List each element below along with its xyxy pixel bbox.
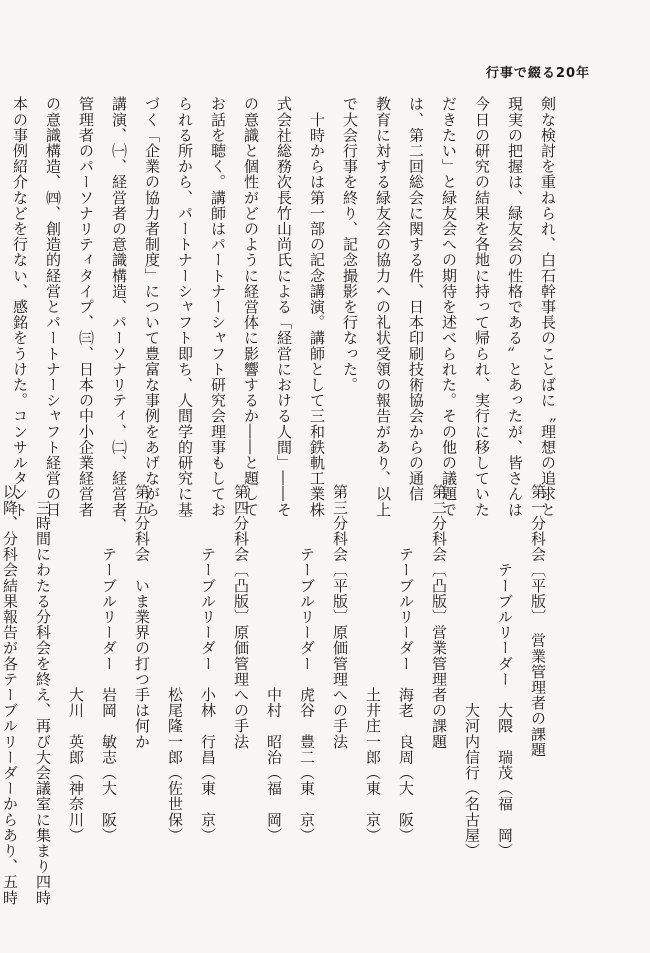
text-column: 本の事例紹介などを行ない、感銘をうけた。コンサルタント — [11, 96, 29, 518]
text-column: 剣な検討を重ねられ、白石幹事長のことばに〝理想の追求と — [539, 96, 557, 518]
table-leader-line: テーブルリーダー 海老 良周（大 阪） — [397, 484, 415, 843]
text-column — [0, 96, 3, 476]
table-leader-line: テーブルリーダー 小林 行昌（東 京） — [199, 484, 217, 843]
text-column: 三時間にわたる分科会を終え、再び大会議室に集まり四時 — [34, 484, 52, 906]
table-leader-line: 大河内信行（名古屋） — [463, 484, 481, 859]
text-column: られる所から、パートナーシャフト即ち、人間学的研究に基 — [176, 96, 194, 518]
table-leader-line: 大川 英郎（神奈川） — [67, 484, 85, 843]
text-column: だきたい」と緑友会への期待を述べられた。その他の議題で — [440, 96, 458, 518]
text-column: は、第二回総会に関する件、日本印刷技術協会からの通信 — [407, 96, 425, 502]
table-leader-line: 土井庄一郎（東 京） — [364, 484, 382, 843]
text-column: づく「企業の協力者制度」について豊富な事例をあげながら — [143, 96, 161, 518]
text-column: 現実の把握は、緑友会の性格である〟とあったが、皆さんは — [506, 96, 524, 518]
text-column: の意識構造、㈣、創造的経営とパートナーシャフト経営の日 — [44, 96, 62, 518]
text-column: 以降、分科会結果報告が各テーブルリーダーからあり、五時 — [1, 484, 19, 906]
text-column: の意識と個性がどのように経営体に影響するか――と題して — [242, 96, 260, 518]
session-heading: 第二分科会〔凸版〕営業管理者の課題 — [430, 484, 448, 750]
table-leader-line: 中村 昭治（福 岡） — [265, 484, 283, 843]
running-header: 行事で綴る20年 — [485, 66, 590, 81]
body-text-lower — [0, 484, 650, 906]
text-column: 講演、㈠、経営者の意識構造、パーソナリティ、㈡、経営者、 — [110, 96, 128, 533]
session-heading: 第一分科会〔平版〕 営業管理者の課題 — [529, 484, 547, 758]
table-leader-line: 松尾隆一郎（佐世保） — [166, 484, 184, 843]
body-text-upper — [0, 96, 650, 533]
table-leader-line: テーブルリーダー 虎谷 豊二（東 京） — [298, 484, 316, 843]
text-column: 式会社総務次長竹山尚氏による「経営における人間」――そ — [275, 96, 293, 518]
table-leader-line: テーブルリーダー 岩岡 敏志（大 阪） — [100, 484, 118, 843]
text-column: 管理者のパーソナリティタイプ、㈢、日本の中小企業経営者 — [77, 96, 95, 518]
text-column: 十時からは第一部の記念講演。講師として三和鉄軌工業株 — [308, 96, 326, 518]
session-heading: 第五分科会 いま業界の打つ手は何か — [133, 484, 151, 750]
session-heading: 第三分科会〔平版〕原価管理への手法 — [331, 484, 349, 750]
text-column: 教育に対する緑友会の協力への礼状受領の報告があり、以上 — [374, 96, 392, 518]
session-heading: 第四分科会〔凸版〕原価管理への手法 — [232, 484, 250, 750]
text-column: 今日の研究の結果を各地に持って帰られ、実行に移していた — [473, 96, 491, 518]
text-column: で大会行事を終り、記念撮影を行なった。 — [341, 96, 359, 393]
table-leader-line: テーブルリーダー 大隈 瑞茂（福 岡） — [496, 484, 514, 859]
text-column: お話を聴く。講師はパートナーシャフト研究会理事もしてお — [209, 96, 227, 518]
